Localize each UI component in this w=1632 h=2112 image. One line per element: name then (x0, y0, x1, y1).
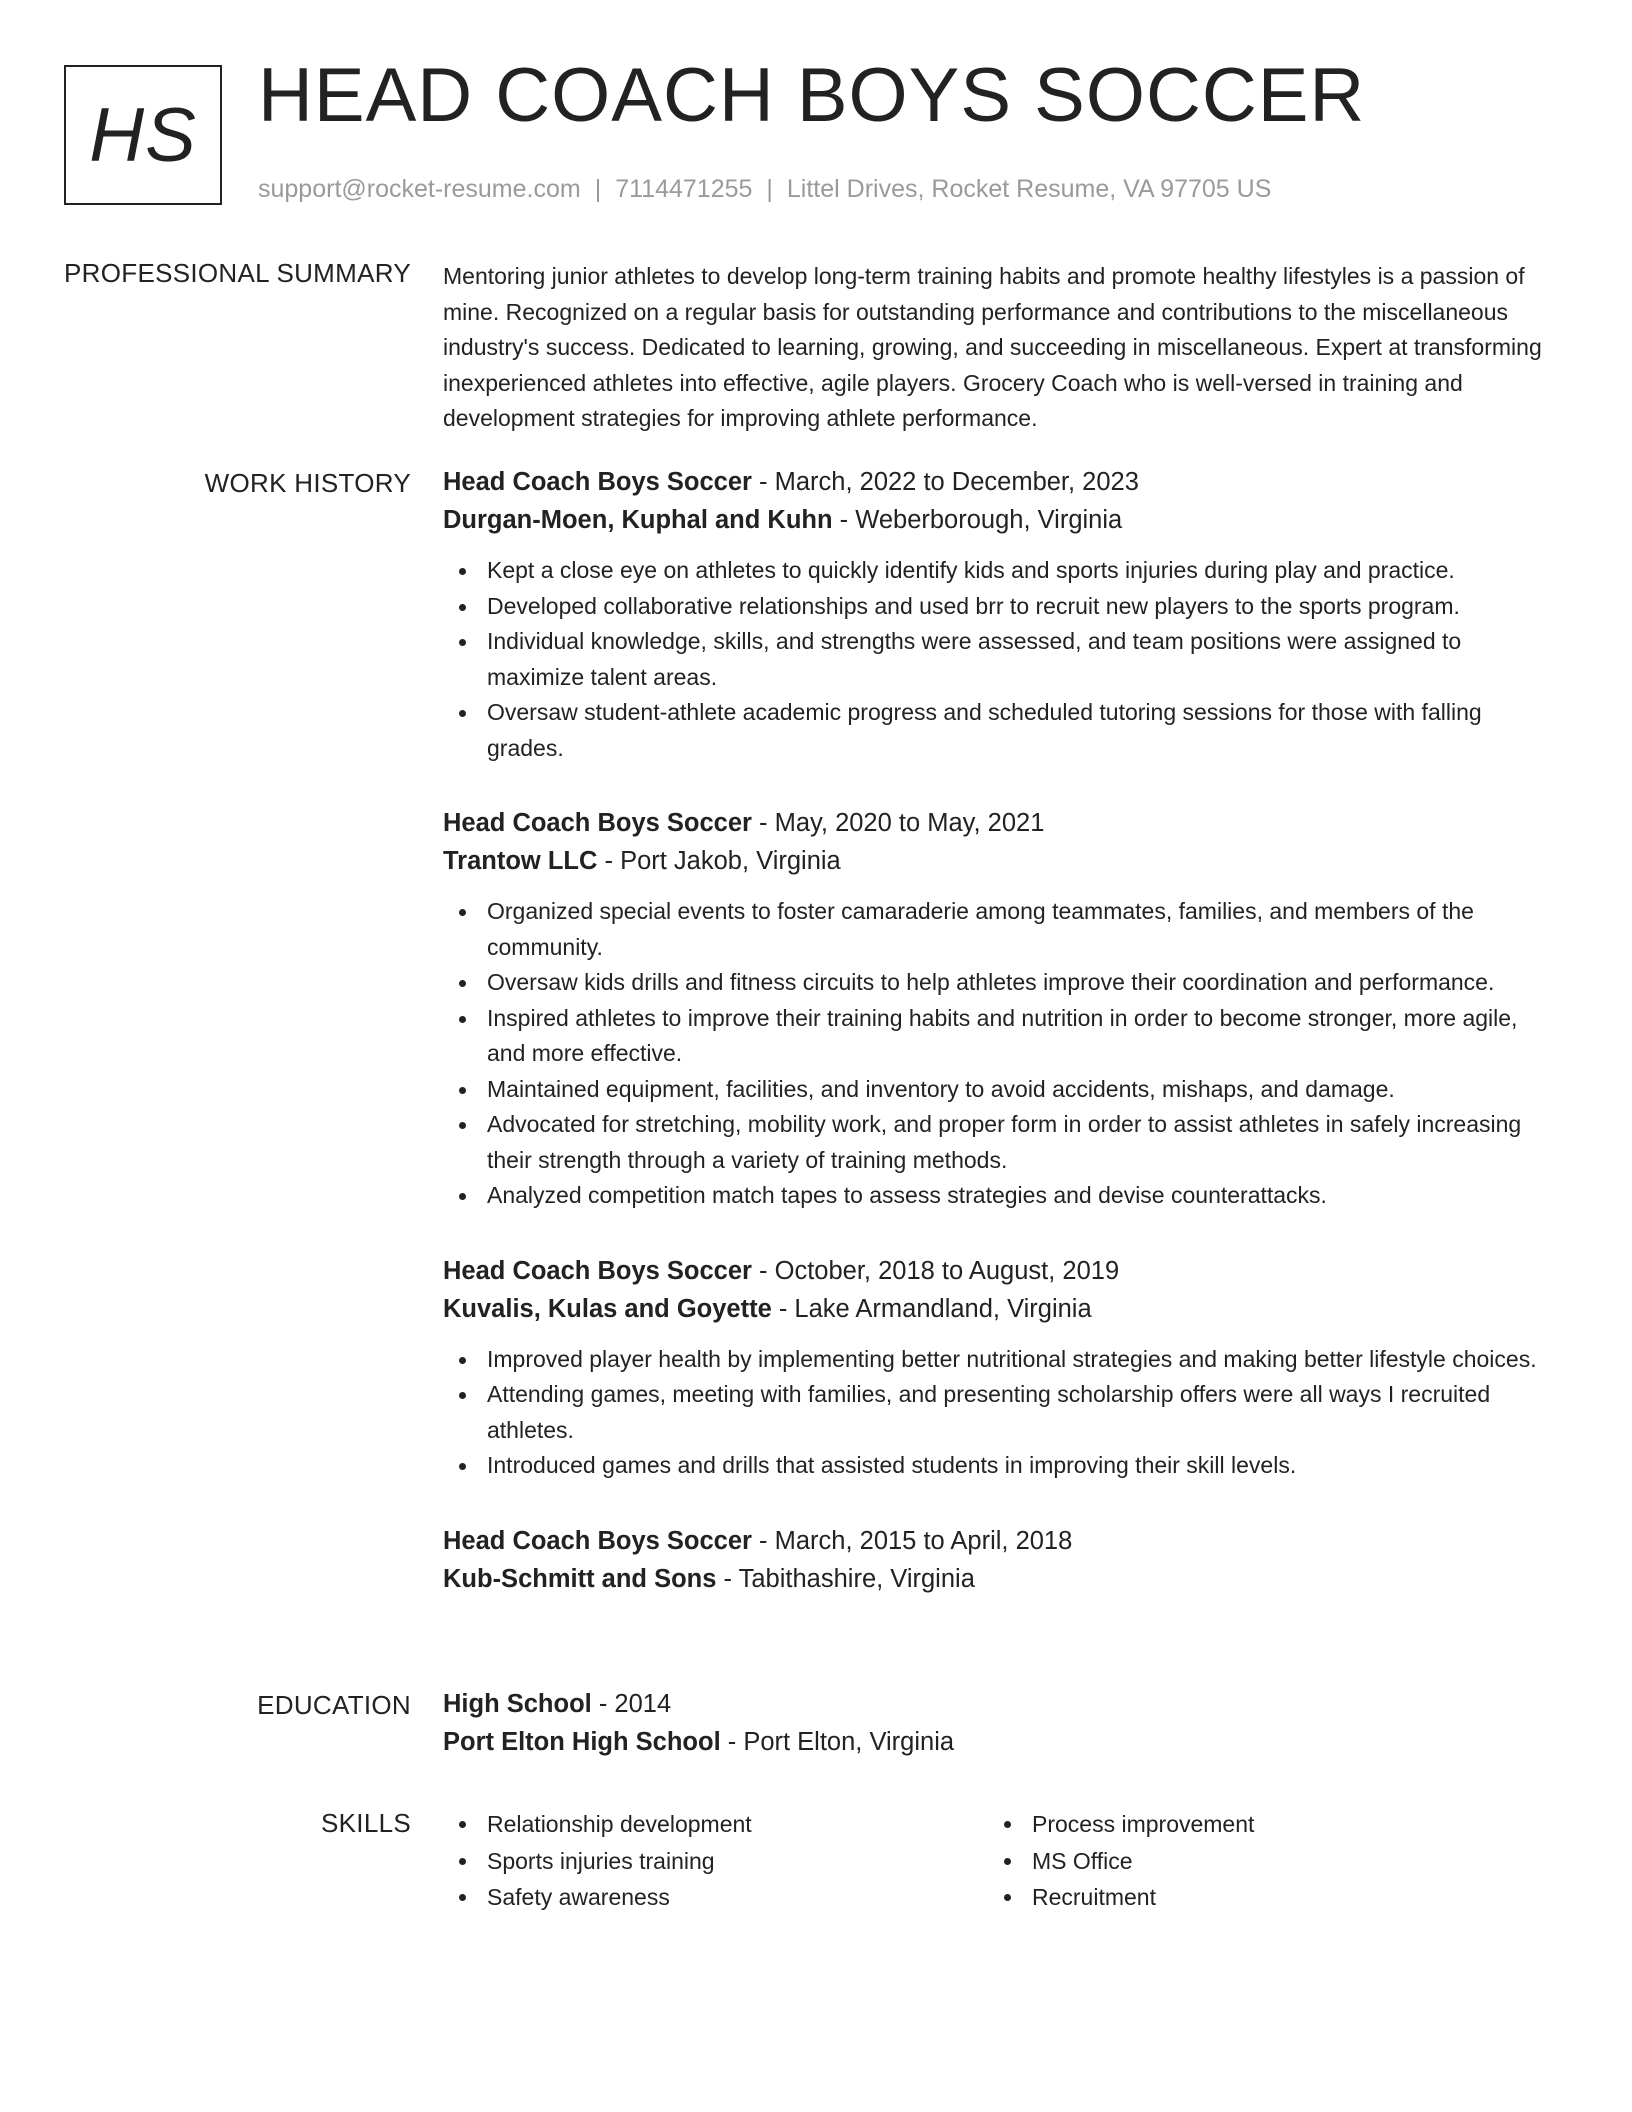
bullet-text: Advocated for stretching, mobility work, and proper form in order to assist athletes in safely increasing their strength through a variety of training methods. (487, 1111, 1522, 1173)
job-title: Head Coach Boys Soccer (443, 1256, 752, 1285)
bullet-icon (1004, 1858, 1011, 1865)
bullet-text: Analyzed competition match tapes to assess strategies and devise counterattacks. (487, 1182, 1327, 1208)
skill-item (988, 1843, 1533, 1880)
section-label-summary: PROFESSIONAL SUMMARY (64, 258, 411, 288)
bullet-text: Developed collaborative relationships and used brr to recruit new players to the sports program. (487, 592, 1460, 619)
job-company: Kuvalis, Kulas and Goyette (443, 1294, 772, 1323)
skill-text: MS Office (1032, 1847, 1133, 1874)
job-title-line (443, 804, 1553, 842)
bullet-icon (459, 1087, 466, 1094)
job-title: Head Coach Boys Soccer (443, 809, 752, 837)
education-location: - Port Elton, Virginia (720, 1728, 955, 1756)
bullet-text: Inspired athletes to improve their training habits and nutrition in order to become stronger, more agile, and more effective. (487, 1004, 1518, 1066)
skill-text: Recruitment (1032, 1884, 1156, 1910)
skill-text: Safety awareness (487, 1884, 670, 1910)
skill-text: Process improvement (1032, 1811, 1255, 1837)
education-body (443, 1685, 1553, 1761)
job-company-line (443, 1290, 1553, 1328)
job-bullets (443, 894, 1553, 1214)
skills-body (443, 1806, 1553, 1916)
education-school-line (443, 1723, 1553, 1761)
job-entry (443, 1252, 1553, 1484)
job-company: Trantow LLC (443, 847, 598, 875)
bullet-item (443, 1342, 1553, 1378)
skill-item (443, 1843, 988, 1880)
bullet-item (443, 1377, 1553, 1448)
job-title-line (443, 1252, 1553, 1290)
bullet-text: Oversaw student-athlete academic progress and scheduled tutoring sessions for those with falling grades. (487, 699, 1482, 761)
bullet-item (443, 1448, 1553, 1484)
job-location: - Weberborough, Virginia (832, 506, 1123, 534)
bullet-item (443, 695, 1553, 766)
job-entry (443, 1522, 1553, 1598)
work-history-body (443, 463, 1553, 1598)
bullet-item (443, 589, 1553, 625)
education-year: - 2014 (591, 1690, 672, 1718)
education-degree: High School (443, 1690, 592, 1718)
bullet-icon (459, 1894, 466, 1901)
job-title-line (443, 1522, 1553, 1560)
job-company-line (443, 1560, 1553, 1598)
section-label-work-history: WORK HISTORY (204, 468, 411, 498)
skill-item (988, 1806, 1533, 1843)
bullet-icon (459, 1858, 466, 1865)
job-dates: - October, 2018 to August, 2019 (751, 1256, 1120, 1285)
job-company: Durgan-Moen, Kuphal and Kuhn (443, 506, 833, 534)
bullet-text: Improved player health by implementing better nutritional strategies and making better lifestyle choices. (487, 1345, 1537, 1372)
bullet-text: Kept a close eye on athletes to quickly identify kids and sports injuries during play and practice. (487, 557, 1455, 583)
skill-text: Sports injuries training (487, 1847, 715, 1874)
job-location: - Tabithashire, Virginia (716, 1564, 975, 1593)
bullet-icon (459, 909, 466, 916)
bullet-text: Individual knowledge, skills, and strengths were assessed, and team positions were assigned to maximize talent areas. (487, 628, 1462, 690)
bullet-text: Maintained equipment, facilities, and inventory to avoid accidents, mishaps, and damage. (487, 1075, 1395, 1102)
job-title-line (443, 463, 1553, 501)
contact-phone[interactable]: 7114471255 (615, 175, 753, 203)
bullet-item (443, 624, 1553, 695)
bullet-text: Introduced games and drills that assisted students in improving their skill levels. (487, 1452, 1297, 1478)
monogram-logo: HS (64, 65, 222, 205)
job-entry (443, 804, 1553, 1214)
job-location: - Lake Armandland, Virginia (771, 1294, 1092, 1323)
resume-title: HEAD COACH BOYS SOCCER (258, 53, 1366, 138)
bullet-text: Oversaw kids drills and fitness circuits to help athletes improve their coordination and performance. (487, 969, 1495, 995)
bullet-icon (459, 1463, 466, 1470)
contact-separator: | (594, 175, 602, 203)
skill-item (443, 1879, 988, 1916)
skills-grid (443, 1806, 1553, 1916)
bullet-icon (1004, 1821, 1011, 1828)
bullet-item (443, 1001, 1553, 1072)
skills-column-right (988, 1806, 1533, 1916)
education-school: Port Elton High School (443, 1728, 721, 1756)
education-degree-line (443, 1685, 1553, 1723)
bullet-icon (459, 1821, 466, 1828)
bullet-item (443, 1072, 1553, 1108)
job-title: Head Coach Boys Soccer (443, 468, 752, 496)
job-title: Head Coach Boys Soccer (443, 1526, 752, 1555)
bullet-text: Organized special events to foster camaraderie among teammates, families, and members of the community. (487, 898, 1474, 960)
job-location: - Port Jakob, Virginia (597, 847, 841, 875)
bullet-icon (459, 1392, 466, 1399)
contact-email[interactable]: support@rocket-resume.com (258, 175, 581, 203)
bullet-icon (459, 1357, 466, 1364)
job-bullets (443, 553, 1553, 766)
summary-text: Mentoring junior athletes to develop long-term training habits and promote healthy lifestyles is a passion of mine. Recognized on a regular basis for outstanding performance and contributions to the miscellaneous industry's success. Dedicated to learning, growing, and succeeding in miscellaneous. Expert at transforming inexperienced athletes into effective, agile players. Grocery Coach who is well-versed in training and development strategies for improving athlete performance. (443, 263, 1542, 431)
skill-item (443, 1806, 988, 1843)
skill-text: Relationship development (487, 1811, 752, 1837)
skills-column-left (443, 1806, 988, 1916)
bullet-icon (459, 710, 466, 717)
job-company-line (443, 842, 1553, 880)
job-dates: - March, 2022 to December, 2023 (751, 468, 1139, 496)
section-label-skills: SKILLS (321, 1808, 411, 1838)
bullet-icon (459, 980, 466, 987)
job-entry (443, 463, 1553, 766)
bullet-item (443, 894, 1553, 965)
bullet-icon (459, 1193, 466, 1200)
bullet-item (443, 1178, 1553, 1214)
bullet-icon (1004, 1894, 1011, 1901)
summary-body (443, 259, 1553, 437)
bullet-icon (459, 1122, 466, 1129)
job-bullets (443, 1342, 1553, 1484)
bullet-icon (459, 1016, 466, 1023)
bullet-text: Attending games, meeting with families, and presenting scholarship offers were all ways I recruited athletes. (487, 1381, 1491, 1443)
bullet-item (443, 965, 1553, 1001)
contact-line (258, 175, 1271, 204)
bullet-icon (459, 568, 466, 575)
contact-separator: | (766, 175, 773, 203)
bullet-item (443, 553, 1553, 589)
skill-item (988, 1879, 1533, 1916)
bullet-icon (459, 639, 466, 646)
job-company: Kub-Schmitt and Sons (443, 1564, 717, 1593)
job-dates: - May, 2020 to May, 2021 (751, 809, 1045, 837)
bullet-item (443, 1107, 1553, 1178)
bullet-icon (459, 604, 466, 611)
job-company-line (443, 501, 1553, 539)
section-label-education: EDUCATION (257, 1690, 411, 1720)
job-dates: - March, 2015 to April, 2018 (751, 1526, 1073, 1555)
contact-address: Littel Drives, Rocket Resume, VA 97705 US (786, 175, 1272, 203)
